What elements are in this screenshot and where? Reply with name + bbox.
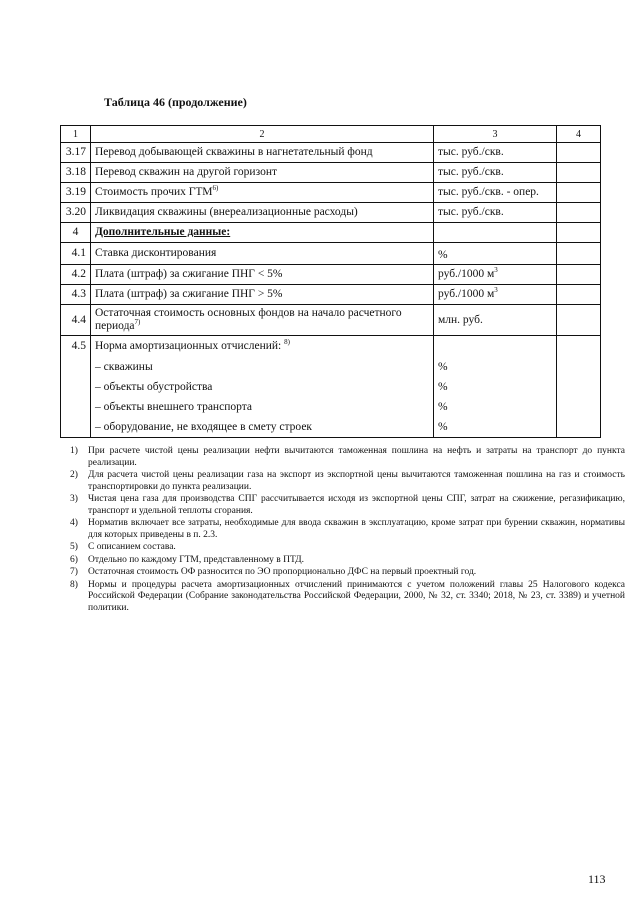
table-row bbox=[61, 378, 601, 398]
table-row bbox=[61, 285, 601, 305]
row-number: 4.3 bbox=[61, 285, 91, 305]
row-unit: тыс. руб./скв. - опер. bbox=[434, 183, 557, 203]
unit-text: руб./1000 м bbox=[438, 288, 495, 300]
footnote-ref: 6) bbox=[212, 184, 219, 193]
row-unit: % bbox=[434, 243, 557, 265]
footnote-number: 5) bbox=[70, 542, 78, 552]
row-name-line2: периода bbox=[95, 320, 135, 332]
row-name: – оборудование, не входящее в смету строек bbox=[91, 418, 434, 438]
row-name: Ликвидация скважины (внереализационные расходы) bbox=[91, 203, 434, 223]
table-row bbox=[61, 203, 601, 223]
table-row bbox=[61, 398, 601, 418]
table-row bbox=[61, 243, 601, 265]
row-number bbox=[61, 418, 91, 438]
table-row bbox=[61, 336, 601, 358]
footnote bbox=[70, 494, 625, 517]
footnote-number: 2) bbox=[70, 470, 78, 480]
row-number: 3.17 bbox=[61, 143, 91, 163]
footnote-text: Остаточная стоимость ОФ разносится по ЭО пропорционально ДФС на первый проектный год. bbox=[88, 567, 477, 577]
row-number bbox=[61, 378, 91, 398]
section-heading: Дополнительные данные: bbox=[95, 226, 231, 238]
row-value bbox=[557, 285, 601, 305]
row-number bbox=[61, 398, 91, 418]
header-cell: 4 bbox=[557, 126, 601, 143]
footnote-text: Нормы и процедуры расчета амортизационных отчислений принимаются с учетом положений главы 25 Налогового кодекса Российской Федерации (Собрание законодательства Российской Федерации, 2000, № 32, ст. 3340; 2018, № 23, ст. 3389) и учетной политики. bbox=[88, 579, 625, 613]
table-row bbox=[61, 265, 601, 285]
row-number: 3.20 bbox=[61, 203, 91, 223]
footnote-text: Отдельно по каждому ГТМ, представленному в ПТД. bbox=[88, 554, 305, 565]
row-unit: тыс. руб./скв. bbox=[434, 203, 557, 223]
row-name bbox=[91, 183, 434, 203]
row-number: 4.5 bbox=[61, 336, 91, 358]
footnote-ref: 7) bbox=[134, 318, 141, 327]
page-number: 113 bbox=[588, 872, 606, 886]
table-row bbox=[61, 305, 601, 336]
table-row bbox=[61, 418, 601, 438]
row-name bbox=[91, 223, 434, 243]
footnote-text: Для расчета чистой цены реализации газа на экспорт из экспортной цены вычитаются таможенная пошлина на газ и стоимость транспортировки до пункта реализации. bbox=[88, 470, 625, 492]
footnote bbox=[70, 446, 625, 469]
row-unit: % bbox=[434, 398, 557, 418]
footnote-number: 4) bbox=[70, 518, 78, 528]
table-row bbox=[61, 163, 601, 183]
row-value bbox=[557, 418, 601, 438]
row-value bbox=[557, 143, 601, 163]
row-value bbox=[557, 265, 601, 285]
row-number: 3.18 bbox=[61, 163, 91, 183]
row-value bbox=[557, 163, 601, 183]
footnote-text: Норматив включает все затраты, необходимые для ввода скважин в эксплуатацию, кроме затрат при бурении скважин, нормативы для которых приведены в п. 2.3. bbox=[88, 518, 625, 540]
footnote-number: 6) bbox=[70, 554, 78, 565]
row-value bbox=[557, 398, 601, 418]
row-unit bbox=[434, 265, 557, 285]
row-unit bbox=[434, 285, 557, 305]
footnote-ref: 8) bbox=[284, 338, 290, 347]
footnote-text: С описанием состава. bbox=[88, 542, 176, 552]
footnote-number: 1) bbox=[70, 446, 78, 456]
footnote-text: Чистая цена газа для производства СПГ рассчитывается исходя из экспортной цены СПГ, затрат на сжижение, регазификацию, транспорт и удельной теплоты сгорания. bbox=[88, 494, 625, 516]
footnote bbox=[70, 470, 625, 493]
row-value bbox=[557, 223, 601, 243]
header-cell: 2 bbox=[91, 126, 434, 143]
row-unit: % bbox=[434, 418, 557, 438]
footnote bbox=[70, 555, 625, 567]
footnotes bbox=[70, 446, 625, 615]
row-number: 4.1 bbox=[61, 243, 91, 265]
unit-superscript: 3 bbox=[494, 266, 498, 275]
row-name-text: Норма амортизационных отчислений: bbox=[95, 340, 285, 353]
row-number: 3.19 bbox=[61, 183, 91, 203]
row-name bbox=[91, 305, 434, 336]
row-value bbox=[557, 183, 601, 203]
row-number: 4 bbox=[61, 223, 91, 243]
row-name: Перевод добывающей скважины в нагнетательный фонд bbox=[91, 143, 434, 163]
footnote-number: 7) bbox=[70, 567, 78, 577]
row-value bbox=[557, 336, 601, 358]
row-name-text: Стоимость прочих ГТМ bbox=[95, 186, 213, 198]
row-value bbox=[557, 243, 601, 265]
header-cell: 1 bbox=[61, 126, 91, 143]
footnote bbox=[70, 580, 625, 615]
footnote bbox=[70, 518, 625, 541]
row-name: – объекты внешнего транспорта bbox=[91, 398, 434, 418]
row-unit: тыс. руб./скв. bbox=[434, 163, 557, 183]
footnote bbox=[70, 542, 625, 554]
table-title: Таблица 46 (продолжение) bbox=[104, 95, 247, 109]
row-unit bbox=[434, 223, 557, 243]
row-unit: % bbox=[434, 358, 557, 378]
table-header-row bbox=[61, 126, 601, 143]
footnote-text: При расчете чистой цены реализации нефти вычитаются таможенная пошлина на нефть и затраты на транспорт до пункта реализации. bbox=[88, 446, 625, 468]
row-unit: млн. руб. bbox=[434, 305, 557, 336]
row-value bbox=[557, 203, 601, 223]
row-number: 4.2 bbox=[61, 265, 91, 285]
header-cell: 3 bbox=[434, 126, 557, 143]
unit-text: руб./1000 м bbox=[438, 268, 495, 280]
table-row bbox=[61, 223, 601, 243]
footnote-number: 8) bbox=[70, 579, 78, 590]
row-name: – скважины bbox=[91, 358, 434, 378]
table-row bbox=[61, 358, 601, 378]
unit-superscript: 3 bbox=[494, 286, 498, 295]
table-row bbox=[61, 143, 601, 163]
row-number: 4.4 bbox=[61, 305, 91, 336]
table-row bbox=[61, 183, 601, 203]
row-name: Перевод скважин на другой горизонт bbox=[91, 163, 434, 183]
row-name: Плата (штраф) за сжигание ПНГ > 5% bbox=[91, 285, 434, 305]
data-table bbox=[60, 125, 601, 438]
row-name: Плата (штраф) за сжигание ПНГ < 5% bbox=[91, 265, 434, 285]
row-unit: тыс. руб./скв. bbox=[434, 143, 557, 163]
row-name bbox=[91, 336, 434, 358]
row-unit: % bbox=[434, 378, 557, 398]
row-value bbox=[557, 378, 601, 398]
row-value bbox=[557, 305, 601, 336]
row-number bbox=[61, 358, 91, 378]
footnote bbox=[70, 567, 625, 579]
row-name-line1: Остаточная стоимость основных фондов на начало расчетного bbox=[95, 307, 402, 319]
row-name: – объекты обустройства bbox=[91, 378, 434, 398]
footnote-number: 3) bbox=[70, 494, 78, 504]
row-name: Ставка дисконтирования bbox=[91, 243, 434, 265]
row-value bbox=[557, 358, 601, 378]
row-unit bbox=[434, 336, 557, 358]
